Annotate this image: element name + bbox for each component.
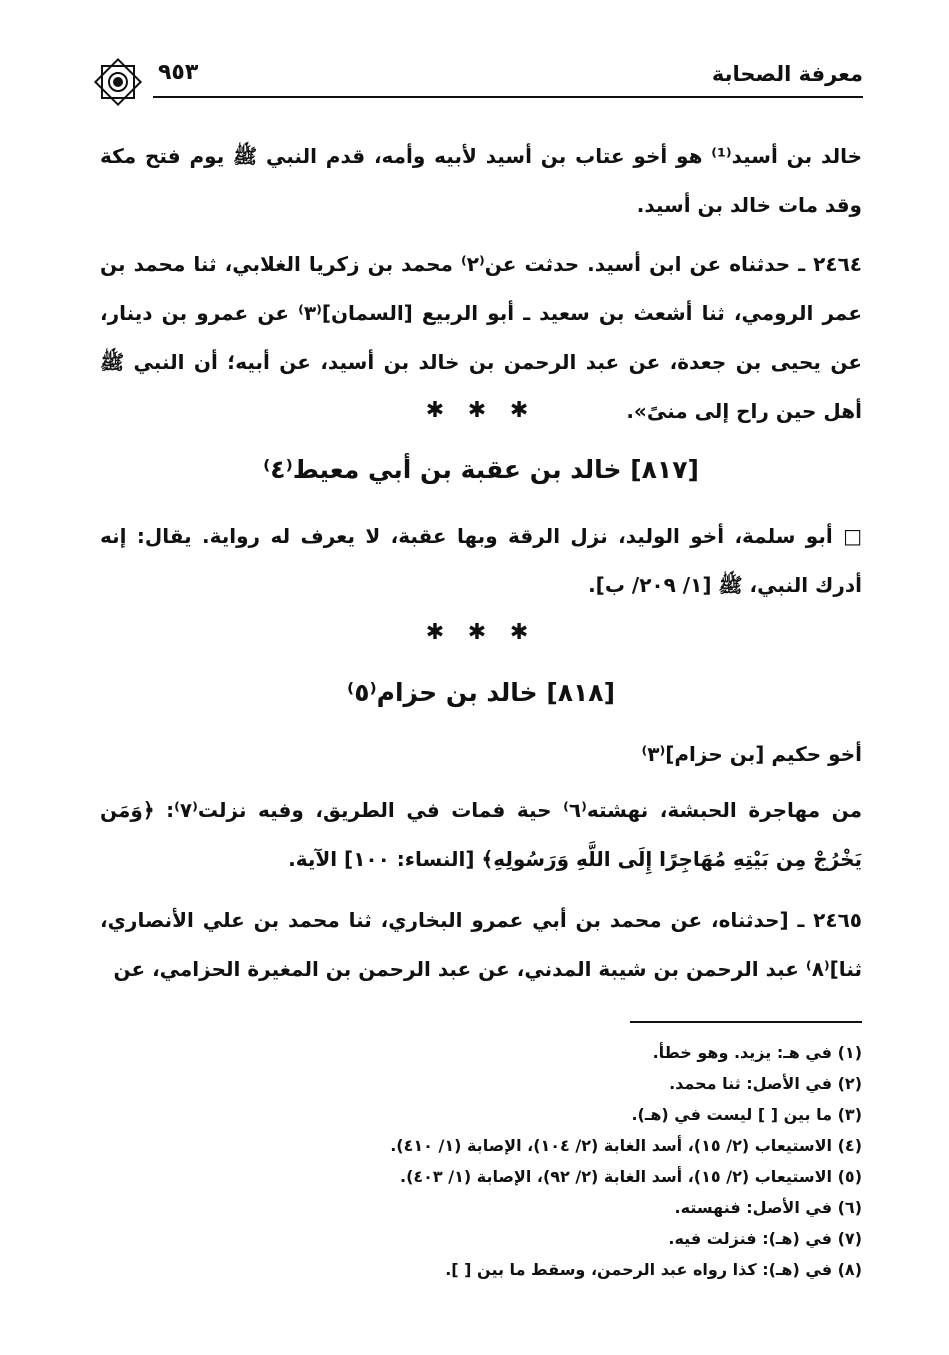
paragraph-abu-salama: □ أبو سلمة، أخو الوليد، نزل الرقة وبها عقبة، لا يعرف له رواية. يقال: إنه أدرك النبي، ﷺ [١/ ٢٠٩/ ب]. — [100, 524, 862, 597]
footnotes — [300, 1037, 862, 1285]
page-number: ٩٥٣ — [158, 60, 199, 85]
ornament-icon — [88, 52, 148, 112]
section-separator: ✱ ✱ ✱ — [425, 620, 537, 645]
entry-title-817: [٨١٧] خالد بن عقبة بن أبي معيط⁽٤⁾ — [263, 455, 699, 484]
paragraph-khalid-bin-usayd: خالد بن أسيد⁽¹⁾ هو أخو عتاب بن أسيد لأبيه وأمه، قدم النبي ﷺ يوم فتح مكة وقد مات خالد بن أسيد. — [100, 144, 862, 217]
header-divider — [153, 96, 863, 98]
paragraph-akhu-hakim: أخو حكيم [بن حزام]⁽٣⁾ — [641, 742, 862, 766]
paragraph-muhajira: من مهاجرة الحبشة، نهشته⁽٦⁾ حية فمات في الطريق، وفيه نزلت⁽٧⁾: ﴿وَمَن يَخْرُجْ مِن بَيْتِهِ مُهَاجِرًا إِلَى اللَّهِ وَرَسُولِهِ﴾ [النساء: ١٠٠] الآية. — [100, 798, 863, 871]
footnote: (٧) في (هـ): فنزلت فيه. — [668, 1229, 862, 1248]
entry-title-818: [٨١٨] خالد بن حزام⁽٥⁾ — [346, 678, 615, 707]
footnote: (٨) في (هـ): كذا رواه عبد الرحمن، وسقط ما بين [ ]. — [445, 1260, 862, 1279]
footnote-divider — [630, 1021, 862, 1023]
page-header — [88, 52, 863, 102]
hadith-2464: ٢٤٦٤ ـ حدثناه عن ابن أسيد. حدثت عن⁽٢⁾ محمد بن زكريا الغلابي، ثنا محمد بن عمر الرومي، ثنا أشعث بن سعيد ـ أبو الربيع [السمان]⁽٣⁾ عن عمرو بن دينار، عن يحيى بن جعدة، عن عبد الرحمن بن خالد بن أسيد، عن أبيه؛ أن النبي ﷺ أهل حين راح إلى منىً». — [100, 252, 862, 423]
footnote: (١) في هـ: يزيد. وهو خطأ. — [652, 1043, 862, 1062]
footnote: (٦) في الأصل: فنهسته. — [674, 1198, 862, 1217]
footnote: (٥) الاستيعاب (٢/ ١٥)، أسد الغابة (٢/ ٩٢)، الإصابة (١/ ٤٠٣). — [399, 1167, 862, 1186]
hadith-2465: ٢٤٦٥ ـ [حدثناه، عن محمد بن أبي عمرو البخاري، ثنا محمد بن علي الأنصاري، ثنا]⁽٨⁾ عبد الرحمن بن شيبة المدني، عن عبد الرحمن بن المغيرة الحزامي، عن — [100, 908, 862, 981]
footnote: (٢) في الأصل: ثنا محمد. — [669, 1074, 862, 1093]
section-separator: ✱ ✱ ✱ — [425, 398, 537, 423]
footnote: (٣) ما بين [ ] ليست في (هـ). — [631, 1105, 862, 1124]
header-title: معرفة الصحابة — [711, 62, 863, 86]
footnote: (٤) الاستيعاب (٢/ ١٥)، أسد الغابة (٢/ ١٠٤)، الإصابة (١/ ٤١٠). — [390, 1136, 862, 1155]
